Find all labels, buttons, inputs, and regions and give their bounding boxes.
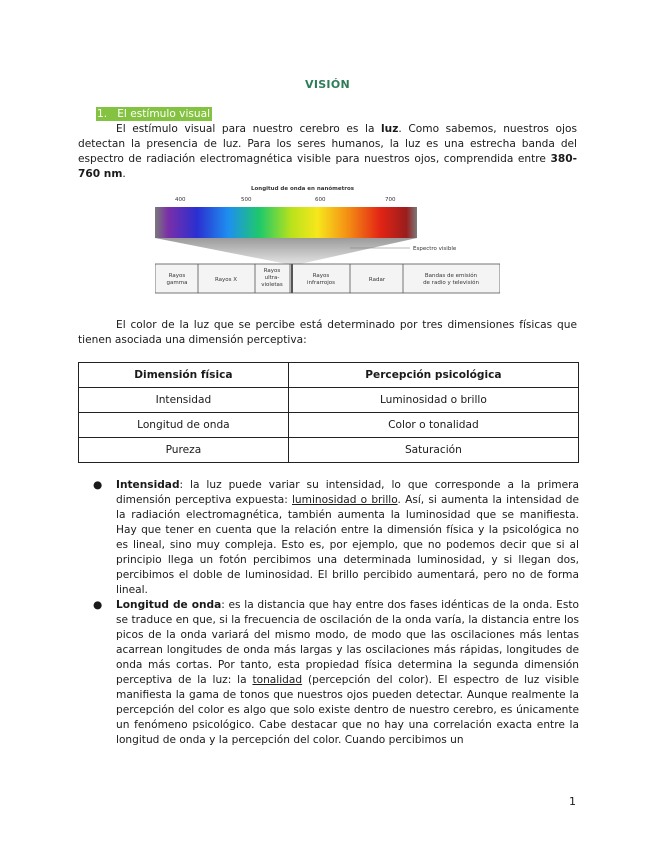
document-title: VISIÓN xyxy=(305,78,350,91)
dimensions-paragraph: El color de la luz que se percibe está determinado por tres dimensiones físicas que tienen asociada una dimensión perceptiva: xyxy=(78,319,577,346)
bullet-icon: ● xyxy=(93,599,103,611)
table-row xyxy=(79,388,579,413)
section-heading-text: El estímulo visual xyxy=(117,108,211,120)
table-cell: Intensidad xyxy=(79,388,289,413)
table-row xyxy=(79,438,579,463)
band-label: Radar xyxy=(368,277,386,283)
visible-spectrum-band xyxy=(155,207,417,238)
table-cell: Pureza xyxy=(79,438,289,463)
bullet-item-longitud-de-onda: ● Longitud de onda: es la distancia que hay entre dos fases idénticas de la onda. Esto se traduce en que, si la frecuencia de oscilación de la onda varía, la distancia entre los picos de la onda variará del mismo modo, de modo que las oscilaciones más lentas acarrean longitudes de onda más largas y las oscilaciones más rápidas, longitudes de onda más cortas. Por tanto, esta propiedad física determina la segunda dimensión perceptiva de la luz: la tonalidad (percepción del color). El espectro de luz visible manifiesta la gama de tonos que nuestros ojos pueden detectar. Aunque realmente la percepción del color es algo que solo existe dentro de nuestro cerebro, es únicamente un fenómeno psicológico. Cabe destacar que no hay una correlación exacta entre la longitud de onda y la percepción del color. Cuando percibimos un xyxy=(93,599,580,746)
band-label: gamma xyxy=(166,280,188,286)
table-header: Percepción psicológica xyxy=(288,363,578,388)
bullet-icon: ● xyxy=(93,479,103,491)
band-label: Rayos xyxy=(312,273,330,279)
tick-label: 500 xyxy=(241,197,252,203)
band-label: infrarrojos xyxy=(306,280,336,286)
table-cell: Saturación xyxy=(288,438,578,463)
band-label: Bandas de emisión xyxy=(424,273,478,279)
table-row xyxy=(79,413,579,438)
band-label: violetas xyxy=(261,282,283,288)
band-label: Rayos X xyxy=(214,277,238,283)
band-label: Rayos xyxy=(168,273,186,279)
band-label: de radio y televisión xyxy=(423,280,479,286)
dimensions-table xyxy=(78,362,579,463)
visible-spectrum-label: Espectro visible xyxy=(413,246,457,252)
intro-paragraph: El estímulo visual para nuestro cerebro es la luz. Como sabemos, nuestros ojos detectan la presencia de luz. Para los seres humanos, la luz es una estrecha banda del espectro de radiación electromagnética visible para nuestros ojos, comprendida entre 380-760 nm. xyxy=(78,123,577,180)
tick-label: 600 xyxy=(315,197,326,203)
spectrum-caption: Longitud de onda en nanómetros xyxy=(251,186,354,192)
table-header: Dimensión física xyxy=(79,363,289,388)
table-cell: Longitud de onda xyxy=(79,413,289,438)
page-number: 1 xyxy=(569,795,576,808)
band-label: Rayos xyxy=(263,268,281,274)
table-header-row xyxy=(79,363,579,388)
section-number: 1. xyxy=(97,108,108,120)
band-label: ultra- xyxy=(264,275,280,281)
table-cell: Luminosidad o brillo xyxy=(288,388,578,413)
tick-label: 700 xyxy=(385,197,396,203)
section-heading xyxy=(96,108,212,120)
bullet-list xyxy=(93,478,579,748)
spectrum-cone xyxy=(155,238,417,264)
bullet-item-intensidad: ● Intensidad: la luz puede variar su intensidad, lo que corresponde a la primera dimensión perceptiva expuesta: luminosidad o brillo. Así, si aumenta la intensidad de la radiación electromagnética, también aumenta la luminosidad que se manifiesta. Hay que tener en cuenta que la relación entre la dimensión física y la psicológica no es lineal, sino muy compleja. Esto es, por ejemplo, que no podemos decir que si al principio llega un fotón percibimos una determinada luminosidad, y si llegan dos, percibimos el doble de luminosidad. El brillo percibido aumentará, pero no de forma lineal. xyxy=(93,479,580,596)
electromagnetic-spectrum-figure xyxy=(155,184,500,294)
table-cell: Color o tonalidad xyxy=(288,413,578,438)
tick-label: 400 xyxy=(175,197,186,203)
